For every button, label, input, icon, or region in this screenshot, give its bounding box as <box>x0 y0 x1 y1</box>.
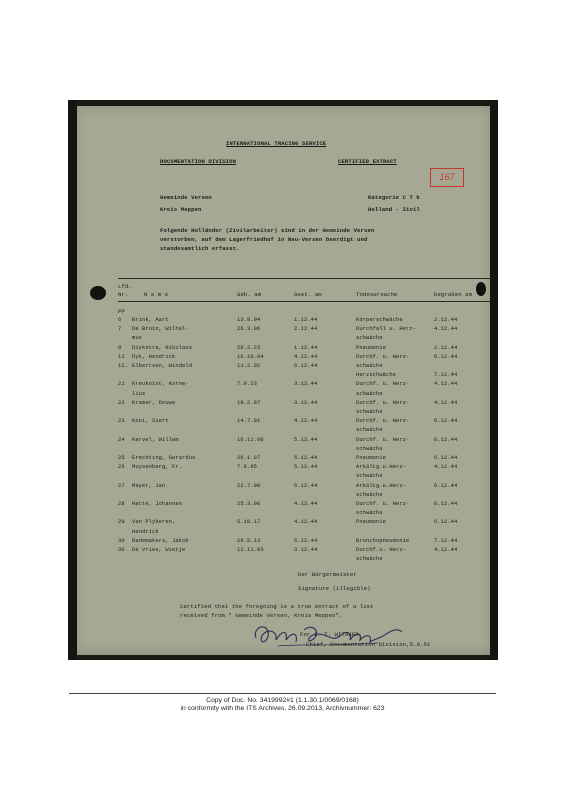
row-cell-bur: 6.12.44 <box>434 436 458 443</box>
row-cell-gest: 6.12.44 <box>294 537 318 544</box>
row-cell-cause: schwäche <box>356 363 383 369</box>
row-cell-nr: 7 <box>118 326 122 333</box>
table-top-rule <box>118 278 490 279</box>
row-cell-nr: 9 <box>118 344 122 351</box>
row-cell-cause: Durchf. u. Herz- <box>356 418 410 425</box>
row-cell-cause: schwäche <box>356 473 383 480</box>
row-cell-nr: 23 <box>118 418 125 425</box>
gemeinde-label: Gemeinde Versen <box>160 194 212 201</box>
row-cell-name: De Bruin, Wilhel- <box>132 326 189 333</box>
punch-hole <box>90 286 106 300</box>
row-cell-cause: schwäche <box>356 445 383 452</box>
row-cell-cause: Durchf. u. Herz- <box>356 381 410 388</box>
row-cell-gest: 6.12.44 <box>294 363 318 369</box>
division-label: DOCUMENTATION DIVISION <box>160 158 237 165</box>
row-cell-bur: 7.12.44 <box>434 537 458 544</box>
row-cell-name: Van Plykeren, <box>132 519 176 526</box>
row-cell-gest: 5.12.44 <box>294 464 318 471</box>
row-cell-geb: 26.3.06 <box>237 326 261 333</box>
row-cell-geb: 16.10.94 <box>237 353 264 360</box>
intro-line-1: Folgende Holländer (Zivilarbeiter) sind in der Gemeinde Versen <box>160 227 375 234</box>
row-cell-gest: 2.12.44 <box>294 326 318 333</box>
row-cell-geb: 29.5.13 <box>237 537 261 544</box>
col-todesursache: Todesursache <box>356 291 398 298</box>
row-cell-name: De Vries, Wietje <box>132 547 186 553</box>
row-cell-cause: schwäche <box>356 390 383 397</box>
row-cell-nr: 36 <box>118 547 125 553</box>
row-cell-nr: 11 <box>118 353 125 360</box>
row-cell-nr: 26 <box>118 464 125 471</box>
scan-border-right <box>490 100 498 660</box>
row-cell-gest: 4.12.44 <box>294 353 318 360</box>
row-cell-name: Dyk, Hendrick <box>132 353 176 360</box>
kategorie-label: Kategorie C T b <box>368 194 420 201</box>
archive-number-stamp: 167 <box>430 168 464 187</box>
row-cell-bur: 4.12.44 <box>434 464 458 471</box>
row-cell-cause: schwäche <box>356 335 383 342</box>
row-cell-gest: 4.12.44 <box>294 519 318 526</box>
row-cell-geb: 22.7.00 <box>237 482 261 489</box>
row-cell-cause: Körperschwäche <box>356 317 403 323</box>
row-cell-nr: 30 <box>118 537 125 544</box>
row-cell-bur: 6.12.44 <box>434 455 458 461</box>
certified-extract-label: CERTIFIED EXTRACT <box>338 158 397 165</box>
row-cell-cause: schwäche <box>356 427 383 434</box>
row-cell-bur: 2.12.44 <box>434 317 458 323</box>
footer-divider <box>69 693 496 694</box>
row-cell-bur: 4.12.44 <box>434 547 458 553</box>
col-geb: Geb. am <box>237 291 262 298</box>
footer-conformity-line: in conformity with the ITS Archives, 26.09.2013, Archivnummer: 623 <box>180 705 385 712</box>
row-cell-cause: Arkältg.u.Herz- <box>356 464 407 471</box>
row-cell-nr: 21 <box>118 381 125 388</box>
row-cell-name: Rademakers, Jakob <box>132 537 189 544</box>
row-cell-geb: 7.8.95 <box>237 464 258 471</box>
row-cell-gest: 1.12.44 <box>294 344 318 351</box>
row-cell-bur: 6.12.44 <box>434 418 458 425</box>
row-cell-bur: 4.12.44 <box>434 326 458 333</box>
row-cell-geb: 19.2.97 <box>237 399 261 406</box>
punch-hole-right <box>476 282 486 296</box>
row-cell-geb: 26.1.07 <box>237 455 261 461</box>
row-cell-nr: 28 <box>118 501 125 507</box>
certified-line-1: Certified that the foregoing is a true extract of a list <box>180 603 374 610</box>
row-cell-name: Hendrick <box>132 528 159 535</box>
row-cell-cause: Pneumonie <box>356 519 387 526</box>
pp-label: PP <box>118 308 125 315</box>
row-cell-name: lius <box>132 390 146 397</box>
row-cell-cause: schwäche <box>356 556 383 563</box>
row-cell-cause: Durchf. u. Herz- <box>356 399 410 406</box>
row-cell-cause: schwäche <box>356 491 383 498</box>
scanned-document <box>68 100 498 660</box>
row-cell-geb: 25.3.06 <box>237 501 261 507</box>
row-cell-name: mus <box>132 335 143 342</box>
row-cell-gest: 4.12.44 <box>294 501 318 507</box>
row-cell-cause: Herzschwäche <box>356 372 397 379</box>
row-cell-nr: 12. <box>118 363 129 369</box>
row-cell-name: Kreuknist, Korne- <box>132 381 189 388</box>
row-cell-bur: 6.12.44 <box>434 501 458 507</box>
row-cell-cause: Bronchopneumonie <box>356 537 410 544</box>
row-cell-cause: schwäche <box>356 409 383 415</box>
row-cell-name: Kramer, Douwe <box>132 399 176 406</box>
row-cell-geb: 5.10.17 <box>237 519 261 526</box>
row-cell-gest: 5.12.44 <box>294 436 318 443</box>
row-cell-name: Hatte, Johannes <box>132 501 183 507</box>
row-cell-bur: 7.12.44 <box>434 372 458 379</box>
row-cell-gest: 4.12.44 <box>294 418 318 425</box>
row-cell-name: Kooi, Siert <box>132 418 169 425</box>
row-cell-cause: Pneumonie <box>356 455 387 461</box>
col-name: N a m e <box>144 291 169 298</box>
row-cell-geb: 7.9.23 <box>237 381 258 388</box>
row-cell-gest: 3.12.44 <box>294 399 318 406</box>
row-cell-cause: Durchf. u. Herz- <box>356 353 410 360</box>
row-cell-cause: Arkältg.u.Herz- <box>356 482 407 489</box>
row-cell-cause: Durchf.u. Herz- <box>356 547 407 553</box>
certified-line-2: received from " Gemeinde Versen, Kreis Meppen". <box>180 612 343 619</box>
buergermeister-label: Der Bürgermeister <box>298 571 357 578</box>
chief-line: Chief, Documentation Division,5.9.51 <box>306 641 431 648</box>
row-cell-name: Erechting, Gerardus <box>132 455 196 461</box>
table-header-rule <box>118 301 490 302</box>
row-cell-name: Diykstra, Nikolaus <box>132 344 193 351</box>
row-cell-nr: 22 <box>118 399 125 406</box>
col-gest: Gest. am <box>294 291 322 298</box>
row-cell-gest: 3.12.44 <box>294 381 318 388</box>
row-cell-nr: 6 <box>118 317 122 323</box>
row-cell-gest: 5.12.44 <box>294 482 318 489</box>
row-cell-bur: 4.12.44 <box>434 399 458 406</box>
holland-label: Holland - Zivil <box>368 206 420 213</box>
footer-copy-line: Copy of Doc. No. 3419992#1 (1.1.30.1/0069/0168) <box>206 697 359 704</box>
scan-border-left <box>68 100 77 660</box>
kreis-label: Kreis Meppen <box>160 206 202 213</box>
intro-line-3: standesamtlich erfasst. <box>160 245 240 252</box>
row-cell-geb: 12.11.03 <box>237 547 264 553</box>
row-cell-bur: 6.12.44 <box>434 482 458 489</box>
scan-border-top <box>68 100 498 106</box>
row-cell-name: Muysenberg, Fr. <box>132 464 183 471</box>
row-cell-cause: schwäche <box>356 510 383 517</box>
intro-line-2: verstorben, auf dem Lagerfriedhof in Neu-Versen beerdigt und <box>160 236 368 243</box>
row-cell-name: Mayer, Jan <box>132 482 166 489</box>
row-cell-gest: 5.12.44 <box>294 455 318 461</box>
row-cell-nr: 27 <box>118 482 125 489</box>
row-cell-name: Brink, Aart <box>132 317 169 323</box>
row-cell-bur: 6.12.44 <box>434 519 458 526</box>
row-cell-gest: 3.12.44 <box>294 547 318 553</box>
col-nr: Nr. <box>118 291 129 298</box>
row-cell-geb: 13.9.04 <box>237 317 261 323</box>
row-cell-gest: 1.12.44 <box>294 317 318 323</box>
for-line: For I. T. WITAKER, <box>300 631 363 638</box>
col-lfd: Lfd. <box>118 283 132 290</box>
row-cell-cause: Durchf. u. Herz- <box>356 501 410 507</box>
row-cell-nr: 24 <box>118 436 125 443</box>
row-cell-geb: 14.7.01 <box>237 418 261 425</box>
row-cell-name: Elbertsen, Windeld <box>132 363 193 369</box>
row-cell-bur: 2.12.44 <box>434 344 458 351</box>
row-cell-cause: Pneumonie <box>356 344 387 351</box>
row-cell-geb: 11.2.02 <box>237 363 261 369</box>
row-cell-name: Kervel, Willem <box>132 436 179 443</box>
row-cell-cause: Durchf. u. Herz- <box>356 436 410 443</box>
row-cell-geb: 16.11.96 <box>237 436 264 443</box>
its-header: INTERNATIONAL TRACING SERVICE <box>226 140 327 147</box>
row-cell-geb: 26.2.23 <box>237 344 261 351</box>
signature-label: Signature (illegible) <box>298 585 371 592</box>
row-cell-cause: Durchfall u. Herz- <box>356 326 417 333</box>
col-begraben: begraben am <box>434 291 473 298</box>
row-cell-nr: 25 <box>118 455 125 461</box>
row-cell-nr: 29 <box>118 519 125 526</box>
row-cell-bur: 6.12.44 <box>434 353 458 360</box>
row-cell-bur: 4.12.44 <box>434 381 458 388</box>
